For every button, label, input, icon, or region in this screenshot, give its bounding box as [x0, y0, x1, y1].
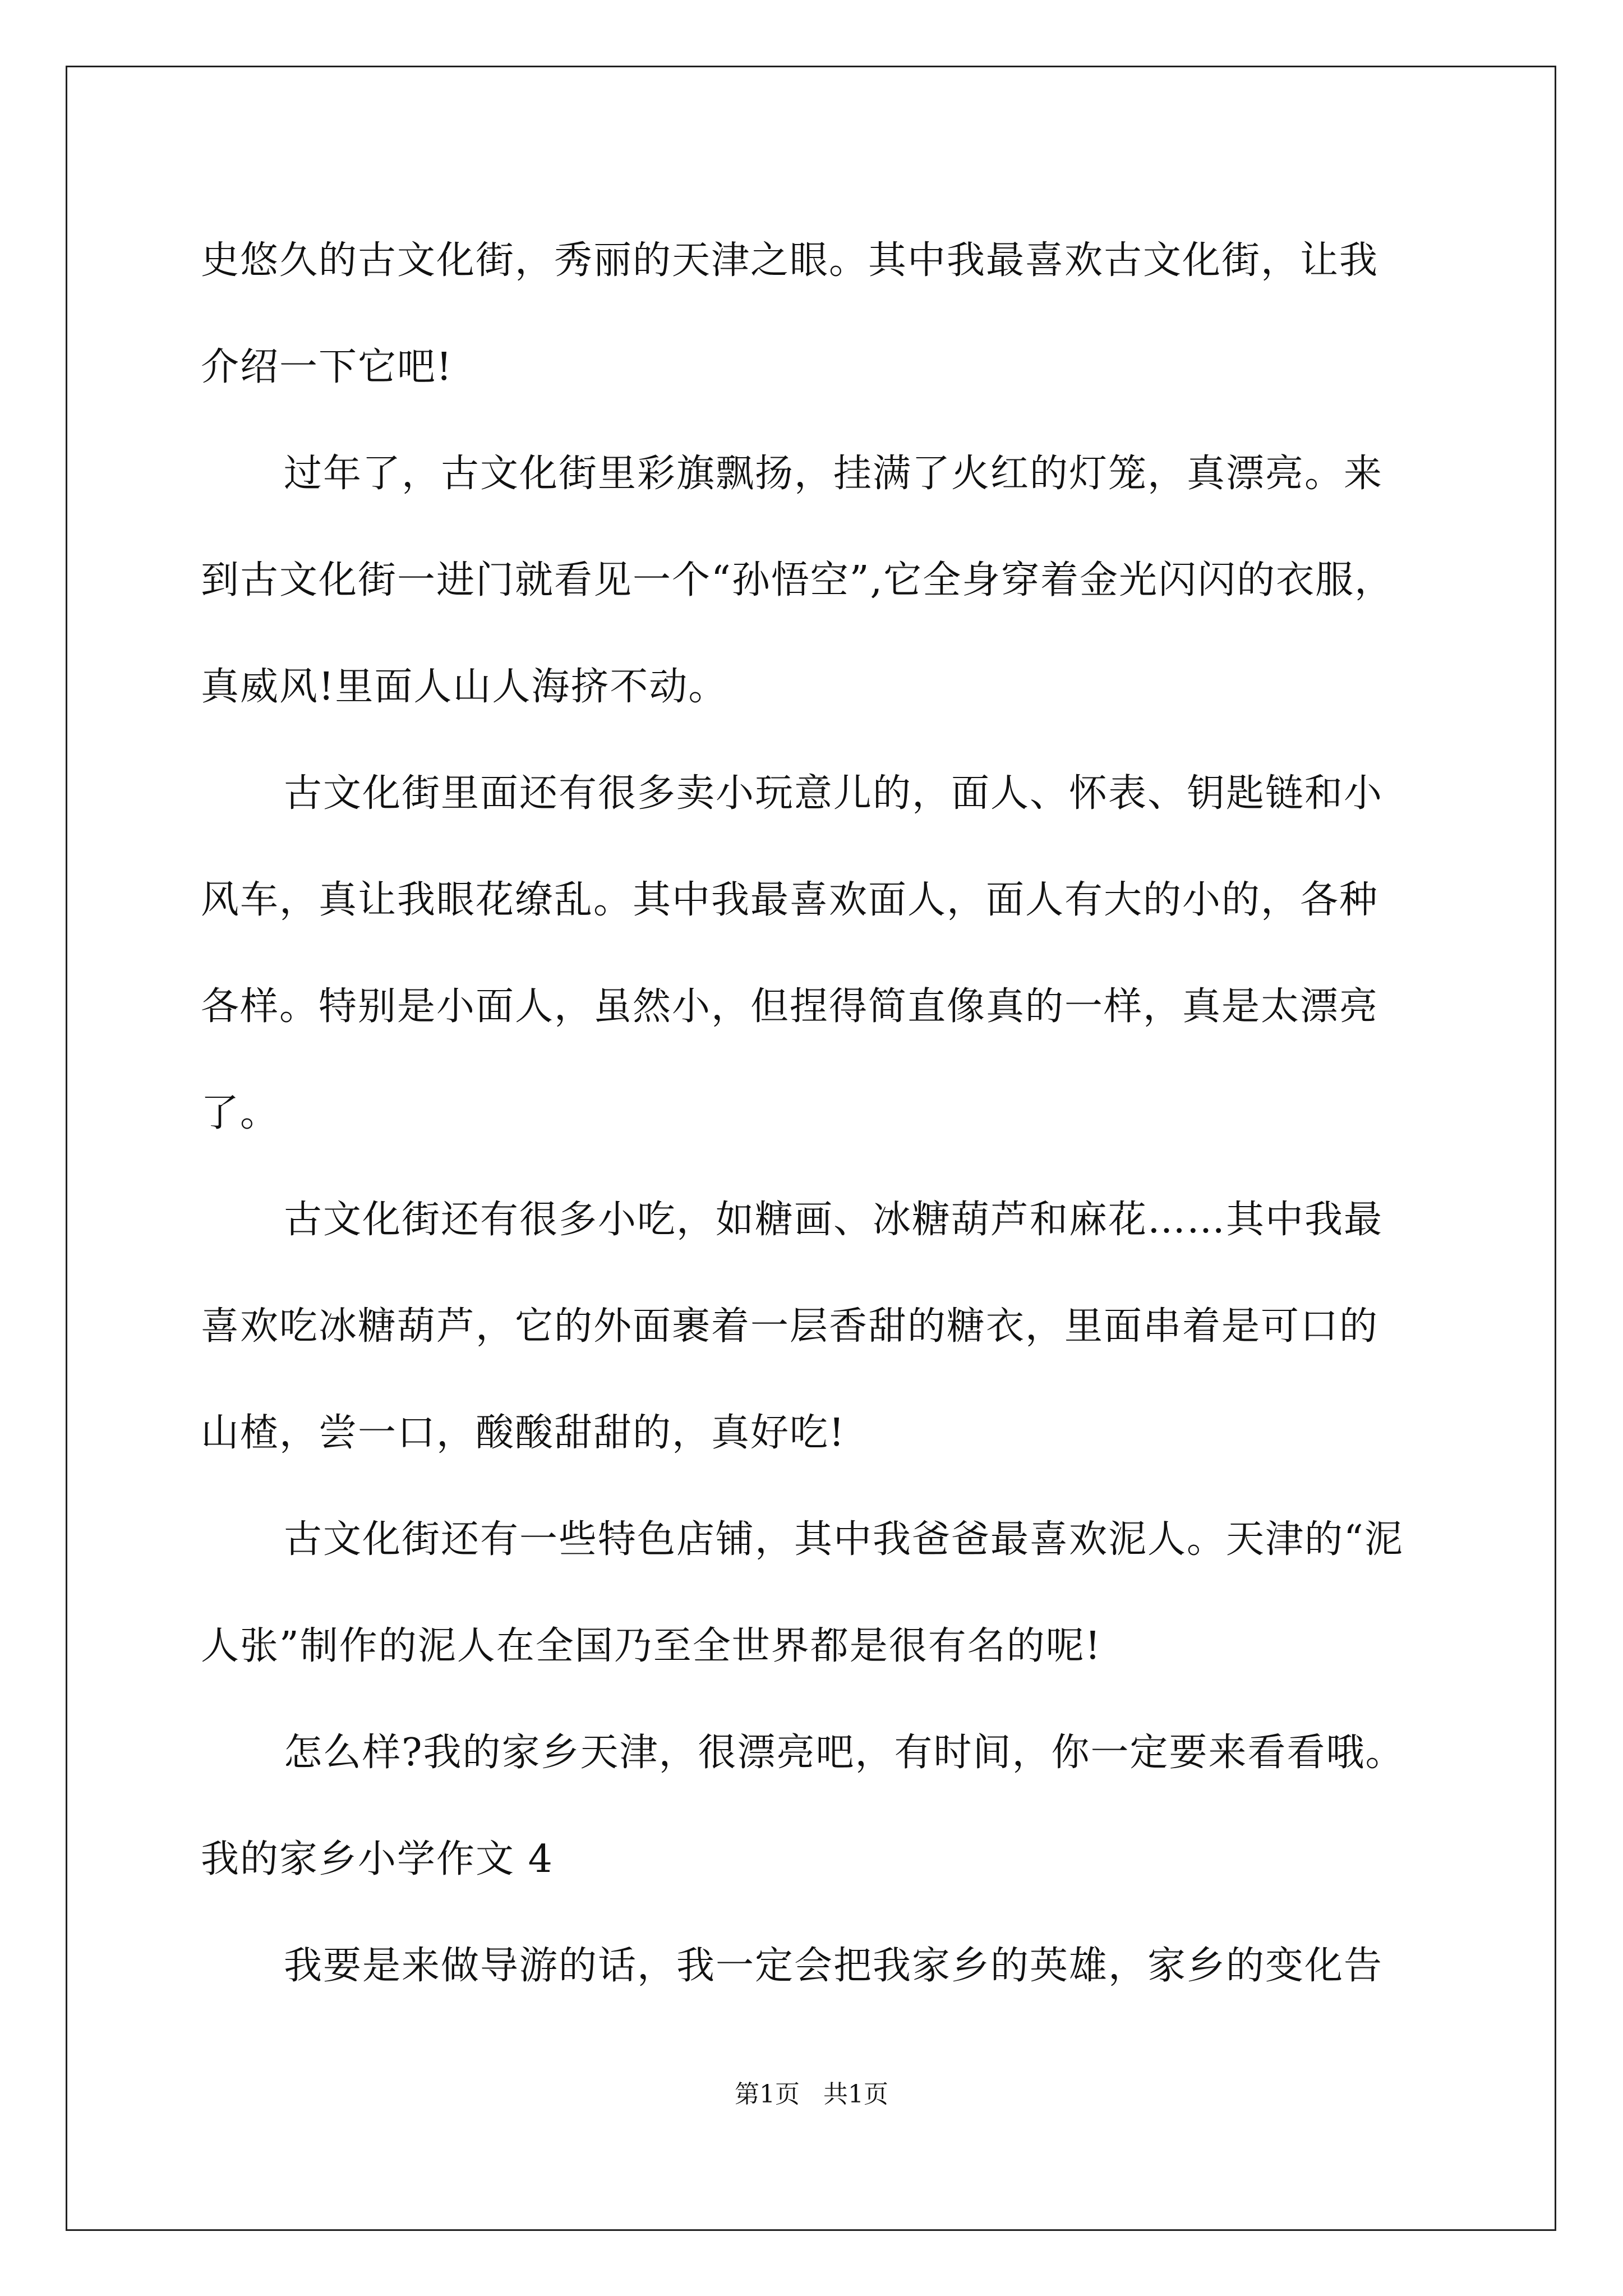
- text-line: 史悠久的古文化街，秀丽的天津之眼。其中我最喜欢古文化街，让我: [201, 238, 1379, 283]
- text-line: 风车，真让我眼花缭乱。其中我最喜欢面人，面人有大的小的，各种: [201, 878, 1379, 922]
- text-line: 山楂，尝一口，酸酸甜甜的，真好吃!: [201, 1411, 846, 1455]
- section-heading: 我的家乡小学作文 4: [201, 1837, 554, 1881]
- text-line: 喜欢吃冰糖葫芦，它的外面裹着一层香甜的糖衣，里面串着是可口的: [201, 1304, 1379, 1349]
- paragraph-start-line: 怎么样?我的家乡天津，很漂亮吧，有时间，你一定要来看看哦。: [284, 1731, 1405, 1775]
- paragraph-start-line: 过年了，古文化街里彩旗飘扬，挂满了火红的灯笼，真漂亮。来: [284, 452, 1384, 496]
- text-line: 各样。特别是小面人，虽然小，但捏得简直像真的一样，真是太漂亮: [201, 984, 1379, 1029]
- paragraph-start-line: 我要是来做导游的话，我一定会把我家乡的英雄，家乡的变化告: [284, 1944, 1384, 1988]
- page-number-footer: 第1页 共1页: [735, 2080, 888, 2109]
- text-line: 介绍一下它吧!: [201, 345, 453, 389]
- document-body: [201, 208, 1429, 2019]
- text-line: 人张”制作的泥人在全国乃至全世界都是很有名的呢!: [201, 1624, 1102, 1668]
- paragraph-start-line: 古文化街还有一些特色店铺，其中我爸爸最喜欢泥人。天津的“泥: [284, 1517, 1404, 1562]
- paragraph-start-line: 古文化街里面还有很多卖小玩意儿的，面人、怀表、钥匙链和小: [284, 771, 1384, 816]
- paragraph-start-line: 古文化街还有很多小吃，如糖画、冰糖葫芦和麻花……其中我最: [284, 1198, 1384, 1242]
- text-line: 真威风!里面人山人海挤不动。: [201, 665, 728, 709]
- text-line: 了。: [201, 1091, 280, 1135]
- text-line: 到古文化街一进门就看见一个“孙悟空”,它全身穿着金光闪闪的衣服，: [201, 558, 1394, 602]
